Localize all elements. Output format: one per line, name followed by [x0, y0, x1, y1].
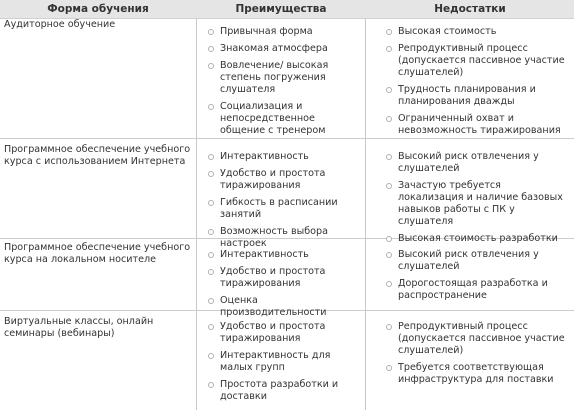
advantages-list [206, 321, 358, 408]
list-item: Дорогостоящая разработка и распространение [384, 278, 568, 302]
table-row [0, 142, 574, 249]
table-row [0, 242, 574, 318]
row-form-label: Программное обеспечение учебного курса на локальном носителе [4, 242, 191, 265]
disadvantages-list [384, 151, 568, 250]
header-form: Форма обучения [47, 3, 149, 15]
list-item: Удобство и простота тиражирования [206, 321, 358, 345]
list-item: Оценка производительности [206, 295, 358, 319]
bullet-icon [208, 298, 214, 304]
bullet-icon [208, 29, 214, 35]
bullet-icon [386, 29, 392, 35]
list-item: Интерактивность [206, 249, 358, 261]
list-item: Трудность планирования и планирования дважды [384, 84, 568, 108]
bullet-icon [386, 116, 392, 122]
bullet-icon [208, 200, 214, 206]
table-row [0, 19, 574, 138]
disadvantages-list [384, 249, 568, 307]
bullet-icon [386, 46, 392, 52]
header-disadvantages: Недостатки [434, 3, 506, 15]
list-item: Интерактивность для малых групп [206, 350, 358, 374]
disadvantages-list [384, 321, 568, 391]
list-item: Репродуктивный процесс (допускается пассивное участие слушателей) [384, 43, 568, 79]
bullet-icon [208, 324, 214, 330]
bullet-icon [386, 324, 392, 330]
list-item: Интерактивность [206, 151, 358, 163]
list-item: Возможность выбора настроек [206, 226, 358, 250]
bullet-icon [208, 269, 214, 275]
list-item: Высокий риск отвлечения у слушателей [384, 151, 568, 175]
bullet-icon [208, 353, 214, 359]
list-item: Простота разработки и доставки [206, 379, 358, 403]
header-advantages: Преимущества [235, 3, 327, 15]
advantages-list [206, 26, 358, 142]
bullet-icon [386, 154, 392, 160]
bullet-icon [208, 252, 214, 258]
bullet-icon [386, 365, 392, 371]
bullet-icon [386, 281, 392, 287]
bullet-icon [208, 171, 214, 177]
table-row [0, 314, 574, 410]
list-item: Ограниченный охват и невозможность тиражирования [384, 113, 568, 137]
list-item: Удобство и простота тиражирования [206, 266, 358, 290]
bullet-icon [386, 87, 392, 93]
row-form-label: Виртуальные классы, онлайн семинары (вебинары) [4, 316, 154, 339]
table-header [0, 0, 574, 19]
bullet-icon [208, 382, 214, 388]
list-item: Высокая стоимость [384, 26, 568, 38]
list-item: Знакомая атмосфера [206, 43, 358, 55]
list-item: Зачастую требуется локализация и наличие базовых навыков работы с ПК у слушателя [384, 180, 568, 228]
bullet-icon [208, 46, 214, 52]
list-item: Привычная форма [206, 26, 358, 38]
list-item: Удобство и простота тиражирования [206, 168, 358, 192]
bullet-icon [208, 63, 214, 69]
bullet-icon [208, 104, 214, 110]
list-item: Репродуктивный процесс (допускается пассивное участие слушателей) [384, 321, 568, 357]
list-item: Требуется соответствующая инфраструктура для поставки [384, 362, 568, 386]
bullet-icon [208, 154, 214, 160]
advantages-list [206, 151, 358, 255]
disadvantages-list [384, 26, 568, 142]
list-item: Социализация и непосредственное общение с тренером [206, 101, 358, 137]
list-item: Гибкость в расписании занятий [206, 197, 358, 221]
bullet-icon [386, 252, 392, 258]
list-item: Высокий риск отвлечения у слушателей [384, 249, 568, 273]
bullet-icon [386, 183, 392, 189]
row-form-label: Аудиторное обучение [4, 19, 116, 30]
list-item: Вовлечение/ высокая степень погружения слушателя [206, 60, 358, 96]
list-item: Высокая стоимость разработки [384, 233, 568, 245]
row-form-label: Программное обеспечение учебного курса с использованием Интернета [4, 144, 191, 167]
bullet-icon [208, 229, 214, 235]
advantages-list [206, 249, 358, 324]
